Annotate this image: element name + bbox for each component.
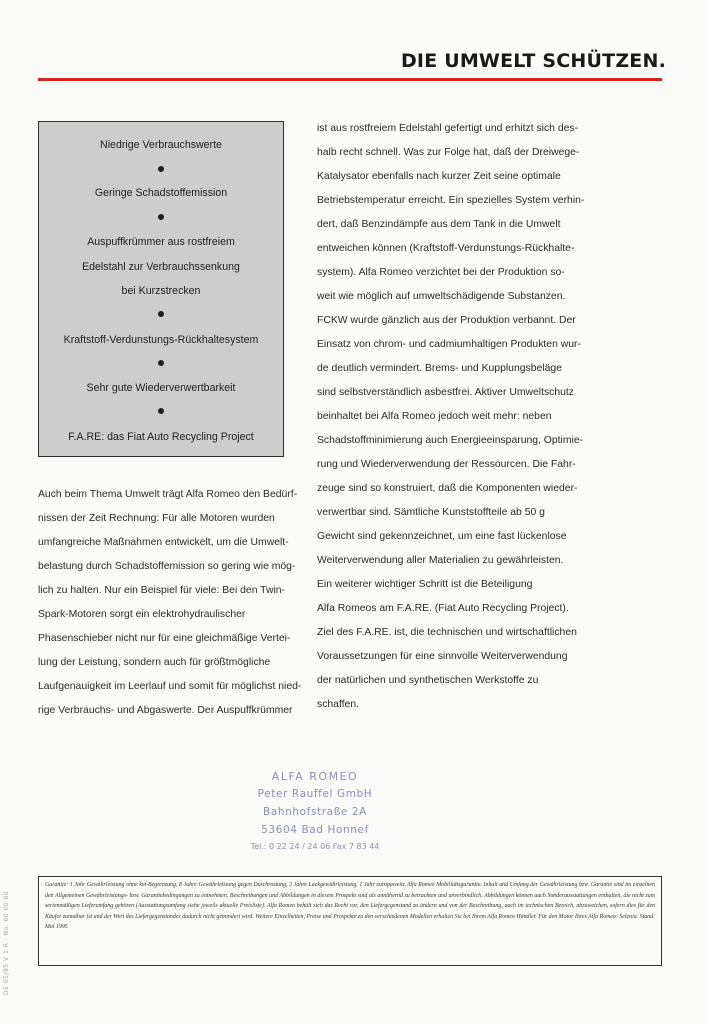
text-line: rige Verbrauchs- und Abgaswerte. Der Auspuffkrümmer: [38, 705, 293, 716]
bullet-icon: [158, 408, 164, 414]
feature-item: bei Kurzstrecken: [121, 285, 201, 297]
text-line: FCKW wurde gänzlich aus der Produktion verbannt. Der: [317, 315, 576, 326]
text-line: Phasenschieber nicht nur für eine gleichmäßige Vertei-: [38, 633, 291, 644]
text-line: Laufgenauigkeit im Leerlauf und somit für möglichst nied-: [38, 681, 302, 692]
stamp-city: 53604 Bad Honnef: [261, 824, 369, 836]
text-line: Einsatz von chrom- und cadmiumhaltigen Produkten wur-: [317, 339, 581, 350]
text-line: Auch beim Thema Umwelt trägt Alfa Romeo den Bedürf-: [38, 489, 298, 500]
feature-item: Geringe Schadstoffemission: [94, 187, 228, 199]
text-line: Ein weiterer wichtiger Schritt ist die Beteiligung: [317, 579, 533, 590]
text-line: umfangreiche Maßnahmen entwickelt, um die Umwelt-: [38, 537, 289, 548]
text-line: lung der Leistung, sondern auch für größtmögliche: [38, 657, 271, 668]
page-title: DIE UMWELT SCHÜTZEN.: [400, 50, 666, 72]
text-line: Weiterverwendung aller Materialien zu gewährleisten.: [317, 555, 564, 566]
text-line: sind selbstverständlich asbestfrei. Aktiver Umweltschutz: [317, 387, 574, 398]
guarantee-footnote: [38, 876, 662, 966]
text-line: system). Alfa Romeo verzichtet bei der Produktion so-: [317, 267, 565, 278]
text-line: de deutlich vermindert. Brems- und Kupplungsbeläge: [317, 363, 562, 374]
bullet-icon: [158, 166, 164, 172]
text-line: belastung durch Schadstoffemission so gering wie mög-: [38, 561, 296, 572]
stamp-company: Peter Rauffel GmbH: [257, 788, 373, 800]
bullet-icon: [158, 360, 164, 366]
text-line: weit wie möglich auf umweltschädigende Substanzen.: [317, 291, 566, 302]
text-line: verwertbar sind. Sämtliche Kunststoffteile ab 50 g: [317, 507, 545, 518]
bullet-icon: [158, 214, 164, 220]
text-line: beinhaltet bei Alfa Romeo jedoch weit mehr: neben: [317, 411, 552, 422]
red-divider-line: [38, 78, 662, 81]
stamp-brand: ALFA ROMEO: [271, 770, 359, 783]
text-line: dert, daß Benzindämpfe aus dem Tank in die Umwelt: [317, 219, 561, 230]
feature-item: Edelstahl zur Verbrauchssenkung: [82, 261, 240, 273]
feature-item: Sehr gute Wiederverwertbarkeit: [86, 382, 236, 394]
feature-item: F.A.RE: das Fiat Auto Recycling Project: [68, 431, 254, 443]
text-line: nissen der Zeit Rechnung: Für alle Motoren wurden: [38, 513, 275, 524]
text-line: entweichen können (Kraftstoff-Verdunstungs-Rückhalte-: [317, 243, 575, 254]
text-line: halb recht schnell. Was zur Folge hat, daß der Dreiwege-: [317, 147, 580, 158]
text-line: der natürlichen und synthetischen Werkstoffe zu: [317, 675, 539, 686]
feature-item: Kraftstoff-Verdunstungs-Rückhaltesystem: [63, 334, 259, 346]
text-line: Ziel des F.A.RE. ist, die technischen und wirtschaftlichen: [317, 627, 577, 638]
footnote-text: Garantie: 1 Jahr Gewährleistung ohne km-Begrenzung, 8 Jahre Gewährleistung gegen Durchrostung, 3 Jahre Lackgewährleistung, 1 Jahr europaweite Alfa Romeo Mobilitätsgarantie. Inhalt und Umfang der Gewährleistung bzw. Garantie sind im einzelnen den Allgemeinen Gewährleistungs- bzw. Garantiebedingungen zu entnehmen. Beschreibungen und Abbildungen in diesem Prospekt sind als annähernd zu betrachten und unverbindlich. Abbildungen können auch Sonderausstattungen enthalten, die nicht zum serienmäßigen Lieferumfang gehören (Ausstattungsumfang siehe jeweils aktuelle Preisliste). Alfa Romeo behält sich das Recht vor, den Liefergegenstand zu ändern und von der Beschreibung, auch im technischen Bereich, abzuweichen, sofern dies für den Käufer zumutbar ist und der Wert des Liefergegenstandes dadurch nicht gemindert wird. Weitere Einzelheiten, Preise und Prospekte zu den verschiedenen Modellen erhalten Sie bei Ihrem Alfa Romeo Händler. Für den Motor Ihres Alfa Romeo: Selenia. Stand: Mai 1995: [45, 882, 655, 931]
text-line: rung und Wiederverwendung der Ressourcen. Die Fahr-: [317, 459, 576, 470]
text-line: schaffen.: [317, 699, 359, 710]
stamp-street: Bahnhofstraße 2A: [263, 806, 367, 818]
feature-box: [38, 121, 284, 457]
text-line: lich zu halten. Nur ein Beispiel für viele: Bei den Twin-: [38, 585, 286, 596]
text-line: Katalysator ebenfalls nach kurzer Zeit seine optimale: [317, 171, 561, 182]
feature-item: Auspuffkrümmer aus rostfreiem: [87, 236, 235, 248]
text-line: zeuge sind so konstruiert, daß die Komponenten wieder-: [317, 483, 578, 494]
text-line: Betriebstemperatur erreicht. Ein spezielles System verhin-: [317, 195, 585, 206]
text-line: Alfa Romeos am F.A.RE. (Fiat Auto Recycling Project).: [317, 603, 569, 614]
text-line: Voraussetzungen für eine sinnvolle Weiterverwendung: [317, 651, 568, 662]
side-print-code: DE 05/95 V 1 R · No. 00 00 00: [3, 890, 10, 995]
bullet-icon: [158, 311, 164, 317]
text-line: Spark-Motoren sorgt ein elektrohydraulischer: [38, 609, 246, 620]
stamp-phone: Tel.: 0 22 24 / 24 06 Fax 7 83 44: [250, 842, 380, 851]
text-line: Schadstoffminimierung auch Energieeinsparung, Optimie-: [317, 435, 584, 446]
text-line: Gewicht sind gekennzeichnet, um eine fast lückenlose: [317, 531, 567, 542]
feature-item: Niedrige Verbrauchswerte: [100, 139, 222, 151]
text-line: ist aus rostfreiem Edelstahl gefertigt und erhitzt sich des-: [317, 123, 579, 134]
